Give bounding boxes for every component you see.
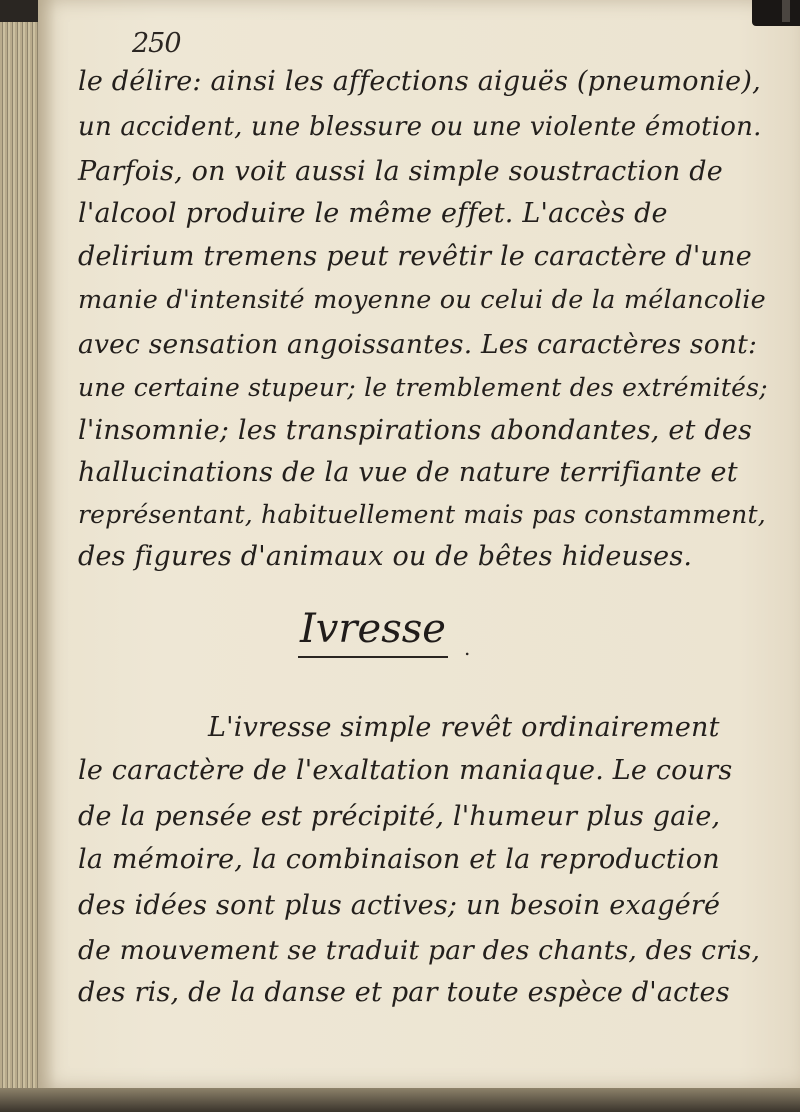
book-clip-tab [782, 0, 790, 22]
heading-period: . [464, 636, 471, 660]
text-line: l'alcool produire le même effet. L'accès de [78, 198, 668, 229]
text-line: delirium tremens peut revêtir le caractère d'une [78, 241, 752, 272]
text-line: hallucinations de la vue de nature terrifiante et [78, 457, 738, 488]
text-line: le délire: ainsi les affections aiguës (pneumonie), [78, 66, 761, 97]
text-line: l'insomnie; les transpirations abondantes, et des [78, 415, 753, 446]
section-heading: Ivresse [300, 606, 446, 652]
text-line: un accident, une blessure ou une violente émotion. [78, 112, 762, 142]
text-line: des figures d'animaux ou de bêtes hideuses. [78, 541, 693, 572]
text-line: la mémoire, la combinaison et la reproduction [78, 844, 720, 875]
text-line: une certaine stupeur; le tremblement des extrémités; [78, 373, 768, 402]
text-line: avec sensation angoissantes. Les caractères sont: [78, 329, 758, 360]
book-clip [752, 0, 800, 26]
text-line: représentant, habituellement mais pas constamment, [78, 500, 766, 529]
text-line: Parfois, on voit aussi la simple soustraction de [78, 156, 723, 187]
text-line: des idées sont plus actives; un besoin exagéré [78, 890, 721, 921]
text-line: manie d'intensité moyenne ou celui de la mélancolie [78, 285, 766, 315]
text-line: de la pensée est précipité, l'humeur plus gaie, [78, 801, 721, 832]
text-line: L'ivresse simple revêt ordinairement [208, 712, 720, 743]
page-number: 250 [132, 28, 181, 59]
heading-underline [298, 656, 448, 658]
text-line: le caractère de l'exaltation maniaque. Le cours [78, 755, 733, 786]
book-bottom-edge [0, 1088, 800, 1112]
text-line: de mouvement se traduit par des chants, des cris, [78, 935, 761, 966]
text-line: des ris, de la danse et par toute espèce d'actes [78, 977, 730, 1008]
